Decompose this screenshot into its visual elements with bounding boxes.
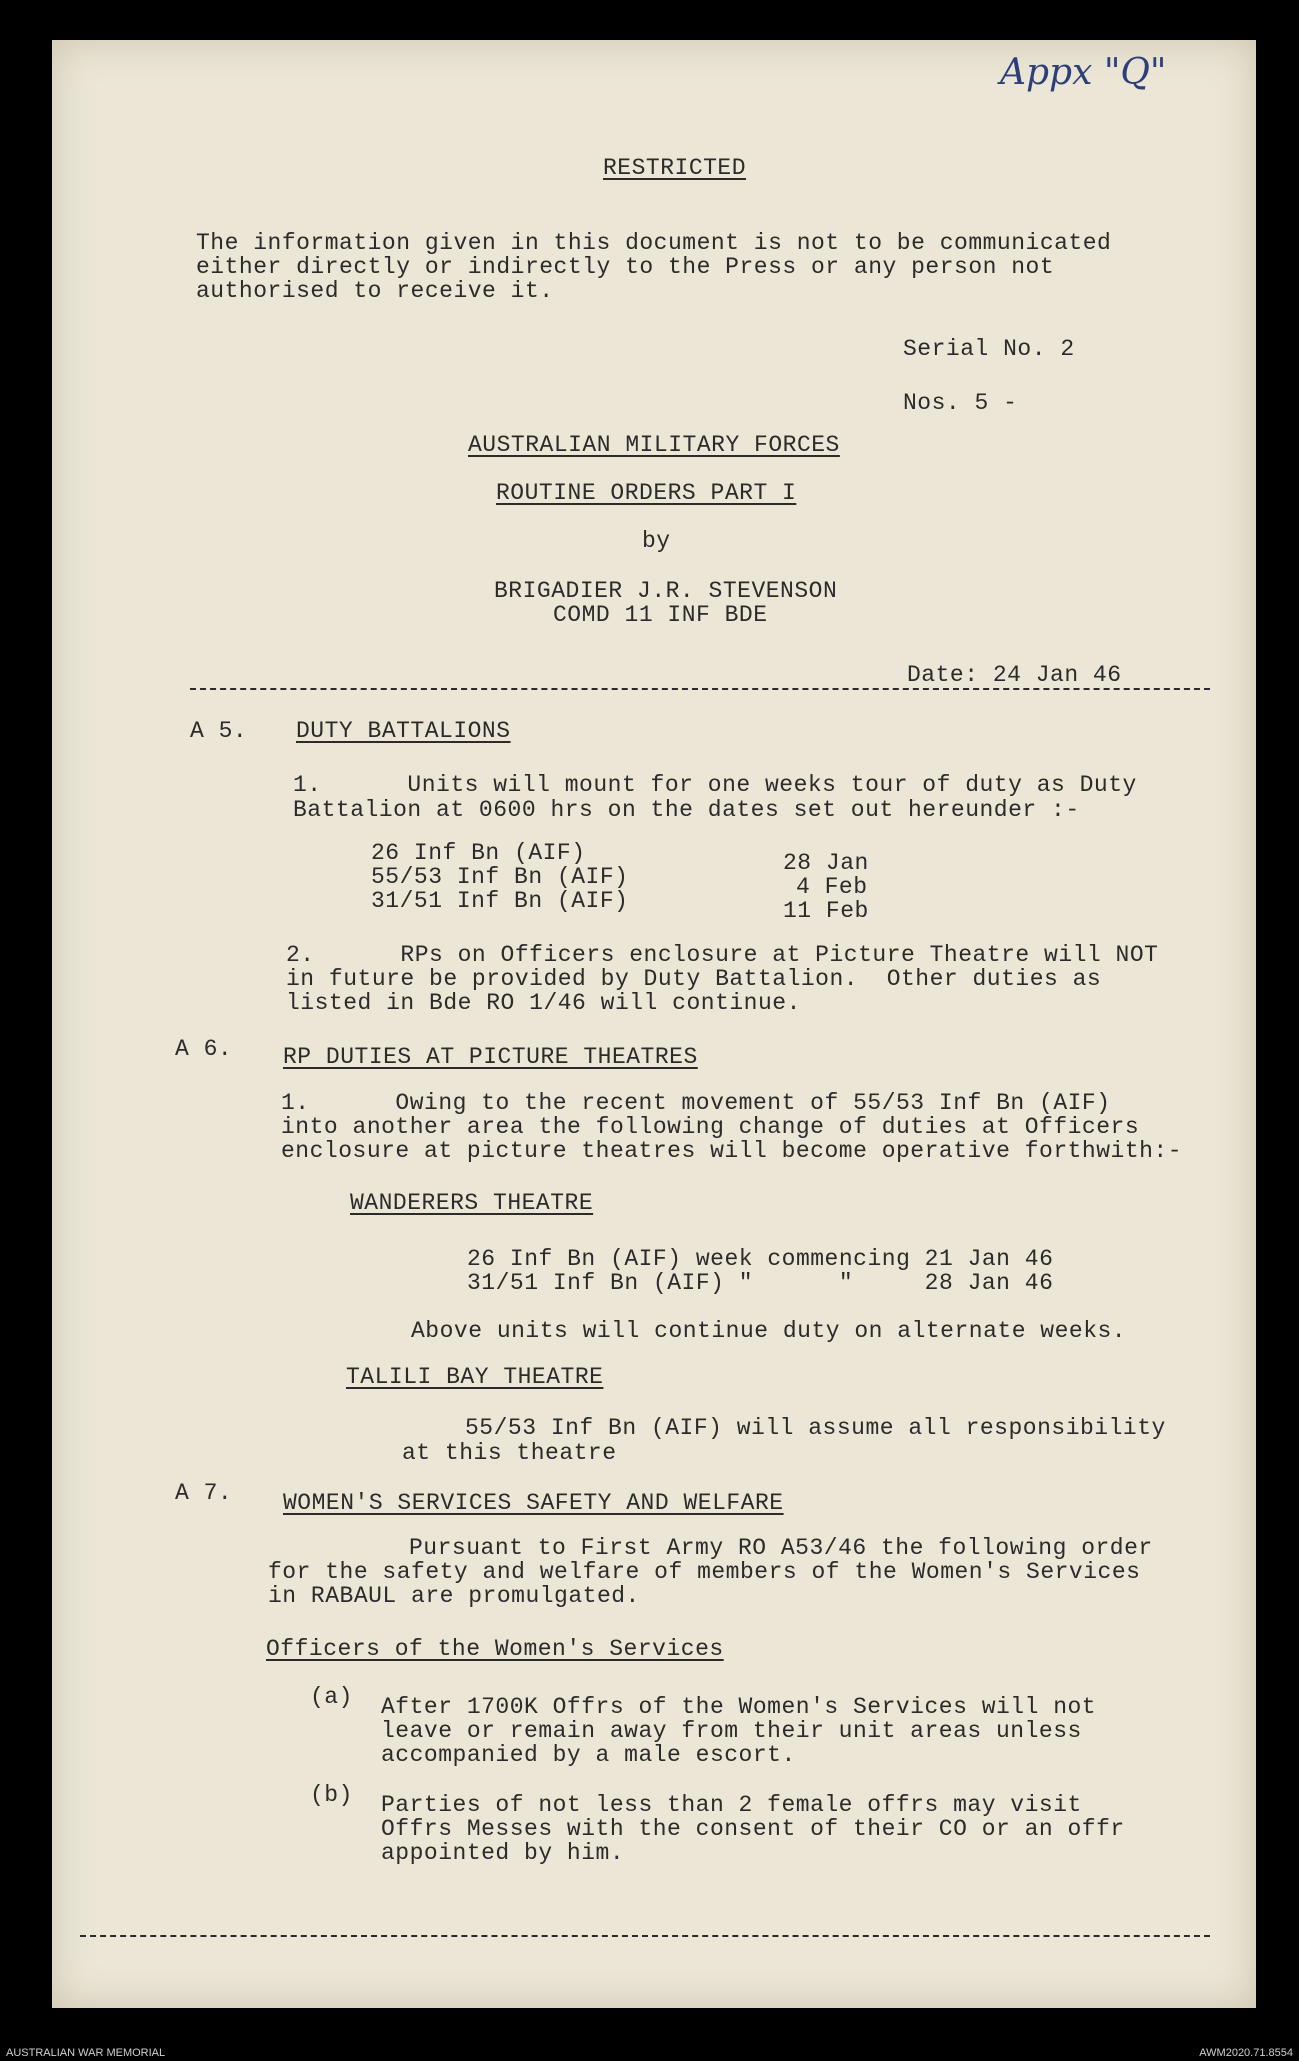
a6-para1-line-3: enclosure at picture theatres will become operative forthwith:- — [281, 1138, 1183, 1164]
talili-bay-theatre-heading: TALILI BAY THEATRE — [346, 1364, 604, 1390]
a7-intro-line-2: for the safety and welfare of members of the Women's Services — [268, 1559, 1141, 1585]
author-role: COMD 11 INF BDE — [553, 602, 768, 628]
org-heading: AUSTRALIAN MILITARY FORCES — [468, 432, 840, 458]
section-a6-number: A 6. — [175, 1036, 233, 1062]
a6-para1-line-2: into another area the following change of duties at Officers — [281, 1114, 1140, 1140]
serial-number: Serial No. 2 — [903, 336, 1075, 362]
by-text: by — [642, 528, 671, 554]
a5-date-1: 28 Jan — [783, 850, 869, 876]
footer-credit: AUSTRALIAN WAR MEMORIAL — [6, 2047, 166, 2059]
item-b-line-1: Parties of not less than 2 female offrs may visit — [381, 1792, 1082, 1818]
a5-unit-3: 31/51 Inf Bn (AIF) — [371, 888, 629, 914]
item-a-line-2: leave or remain away from their unit areas unless — [381, 1718, 1082, 1744]
nos-number: Nos. 5 - — [903, 390, 1018, 416]
a5-para1-line-2: Battalion at 0600 hrs on the dates set out hereunder :- — [293, 797, 1080, 823]
officers-subheading: Officers of the Women's Services — [266, 1636, 724, 1662]
a5-unit-1: 26 Inf Bn (AIF) — [371, 840, 586, 866]
footer-divider — [80, 1935, 1210, 1937]
a7-intro-line-3: in RABAUL are promulgated. — [268, 1583, 640, 1609]
notice-line-1: The information given in this document is not to be communicated — [196, 230, 1112, 256]
a5-date-3: 11 Feb — [783, 898, 869, 924]
a5-date-2: 4 Feb — [796, 874, 868, 900]
a5-para2-line-1: 2. RPs on Officers enclosure at Picture Theatre will NOT — [286, 942, 1159, 968]
document-title: ROUTINE ORDERS PART I — [496, 480, 797, 506]
a5-unit-2: 55/53 Inf Bn (AIF) — [371, 864, 629, 890]
item-a-line-1: After 1700K Offrs of the Women's Services will not — [381, 1694, 1097, 1720]
section-a5-heading: DUTY BATTALIONS — [296, 718, 511, 744]
classification-heading: RESTRICTED — [603, 155, 747, 181]
wanderers-line-2: 31/51 Inf Bn (AIF) " " 28 Jan 46 — [467, 1270, 1054, 1296]
wanderers-line-1: 26 Inf Bn (AIF) week commencing 21 Jan 46 — [467, 1246, 1054, 1272]
a5-para1-line-1: 1. Units will mount for one weeks tour of duty as Duty — [293, 772, 1137, 798]
document-date: Date: 24 Jan 46 — [907, 662, 1122, 688]
alternate-weeks-note: Above units will continue duty on alternate weeks. — [411, 1318, 1127, 1344]
item-b-line-2: Offrs Messes with the consent of their CO or an offr — [381, 1816, 1125, 1842]
a5-para2-line-3: listed in Bde RO 1/46 will continue. — [286, 990, 801, 1016]
a5-para2-line-2: in future be provided by Duty Battalion. Other duties as — [286, 966, 1102, 992]
section-a6-heading: RP DUTIES AT PICTURE THEATRES — [283, 1044, 698, 1070]
section-a7-heading: WOMEN'S SERVICES SAFETY AND WELFARE — [283, 1490, 784, 1516]
item-a-line-3: accompanied by a male escort. — [381, 1742, 796, 1768]
author-name: BRIGADIER J.R. STEVENSON — [494, 578, 838, 604]
talili-line-2: at this theatre — [402, 1440, 617, 1466]
handwritten-annotation: Appx "Q" — [1000, 52, 1167, 93]
section-a7-number: A 7. — [175, 1480, 233, 1506]
a6-para1-line-1: 1. Owing to the recent movement of 55/53 Inf Bn (AIF) — [281, 1090, 1111, 1116]
item-a-label: (a) — [310, 1684, 353, 1710]
wanderers-theatre-heading: WANDERERS THEATRE — [350, 1190, 594, 1216]
a7-intro-line-1: Pursuant to First Army RO A53/46 the following order — [409, 1535, 1153, 1561]
footer-accession-number: AWM2020.71.8554 — [1199, 2047, 1293, 2059]
section-a5-number: A 5. — [190, 718, 248, 744]
item-b-line-3: appointed by him. — [381, 1840, 625, 1866]
header-divider — [190, 688, 1210, 690]
talili-line-1: 55/53 Inf Bn (AIF) will assume all responsibility — [465, 1415, 1166, 1441]
item-b-label: (b) — [310, 1782, 353, 1808]
notice-line-2: either directly or indirectly to the Press or any person not — [196, 254, 1055, 280]
notice-line-3: authorised to receive it. — [196, 278, 554, 304]
